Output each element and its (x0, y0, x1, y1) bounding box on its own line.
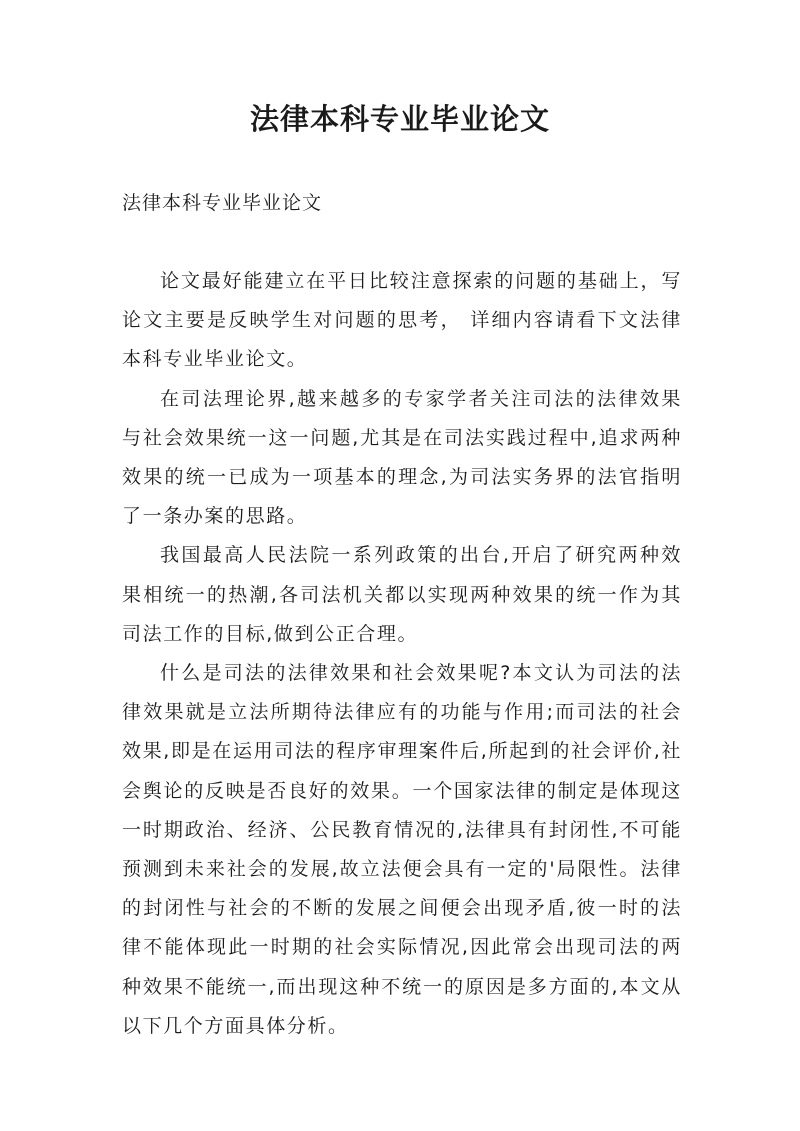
document-title: 法律本科专业毕业论文 (249, 102, 550, 136)
document-body (122, 262, 682, 1046)
paragraph: 我国最高人民法院一系列政策的出台,开启了研究两种效果相统一的热潮,各司法机关都以实现两种效果的统一作为其司法工作的目标,做到公正合理。 (122, 544, 682, 645)
paragraph: 什么是司法的法律效果和社会效果呢?本文认为司法的法律效果就是立法所期待法律应有的功能与作用;而司法的社会效果,即是在运用司法的程序审理案件后,所起到的社会评价,社会舆论的反映是否良好的效果。一个国家法律的制定是体现这一时期政治、经济、公民教育情况的,法律具有封闭性,不可能预测到未来社会的发展,故立法便会具有一定的'局限性。法律的封闭性与社会的不断的发展之间便会出现矛盾,彼一时的法律不能体现此一时期的社会实际情况,因此常会出现司法的两种效果不能统一,而出现这种不统一的原因是多方面的,本文从以下几个方面具体分析。 (122, 662, 682, 1037)
paragraph: 论文最好能建立在平日比较注意探索的问题的基础上，写论文主要是反映学生对问题的思考， 详细内容请看下文法律本科专业毕业论文。 (122, 270, 682, 371)
paragraph: 在司法理论界,越来越多的专家学者关注司法的法律效果与社会效果统一这一问题,尤其是在司法实践过程中,追求两种效果的统一已成为一项基本的理念,为司法实务界的法官指明了一条办案的思路。 (122, 387, 682, 528)
document-subtitle: 法律本科专业毕业论文 (122, 192, 323, 214)
